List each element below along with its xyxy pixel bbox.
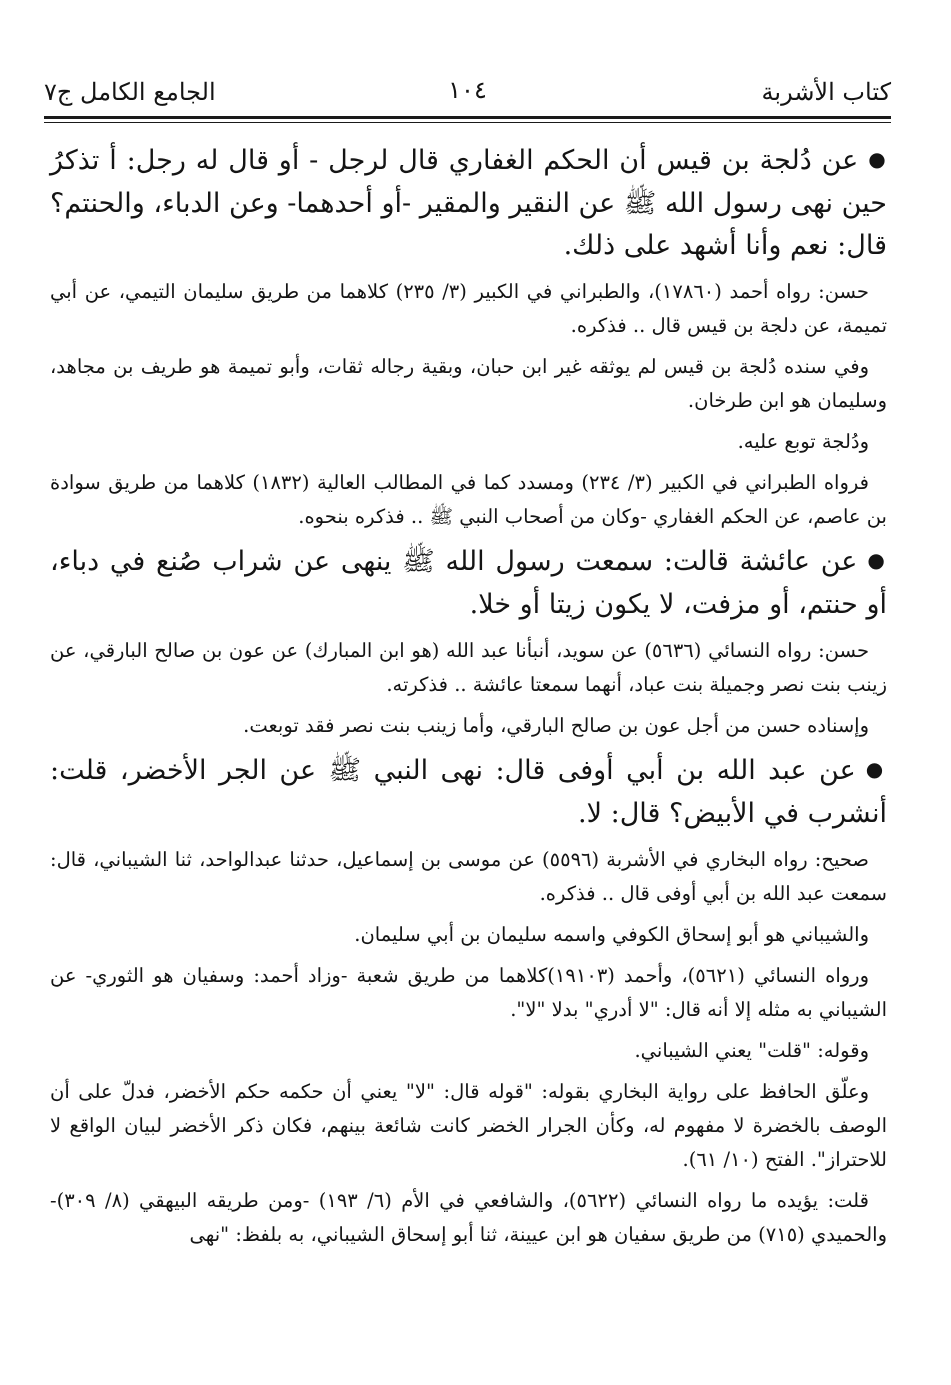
commentary-paragraph: وإسناده حسن من أجل عون بن صالح البارقي، وأما زينب بنت نصر فقد توبعت. (243, 714, 869, 737)
commentary-paragraph: وفي سنده دُلجة بن قيس لم يوثقه غير ابن حبان، وبقية رجاله ثقات، وأبو تميمة هو طريف بن مجاهد، وسليمان هو ابن طرخان. (50, 355, 887, 412)
commentary-paragraph: وعلّق الحافظ على رواية البخاري بقوله: "قوله قال: "لا" يعني أن حكمه حكم الأخضر، فدلّ على أن الوصف بالخضرة لا مفهوم له، وكأن الجرار الخضر كانت شائعة بينهم، فكان ذكر الأخضر لبيان الواقع لا للاحتراز". الفتح (١٠/ ٦١). (50, 1080, 887, 1171)
commentary-paragraph: ودُلجة توبع عليه. (737, 430, 869, 453)
commentary-paragraph: ورواه النسائي (٥٦٢١)، وأحمد (١٩١٠٣)كلاهما من طريق شعبة -وزاد أحمد: وسفيان هو الثوري- عن الشيباني به مثله إلا أنه قال: "لا أدري" بدلا "لا". (50, 964, 887, 1021)
hadith-paragraph: ●عن دُلجة بن قيس أن الحكم الغفاري قال لرجل - أو قال له رجل: أ تذكرُ حين نهى رسول الله ﷺ عن النقير والمقير -أو أحدهما- وعن الدباء، والحنتم؟ قال: نعم وأنا أشهد على ذلك. (50, 145, 887, 261)
commentary-paragraph: صحيح: رواه البخاري في الأشربة (٥٥٩٦) عن موسى بن إسماعيل، حدثنا عبدالواحد، ثنا الشيباني، قال: سمعت عبد الله بن أبي أوفى قال .. فذكره. (50, 848, 887, 905)
commentary-paragraph: والشيباني هو أبو إسحاق الكوفي واسمه سليمان بن أبي سليمان. (354, 923, 869, 946)
page-number: ١٠٤ (448, 76, 487, 104)
bullet-icon: ● (865, 757, 888, 781)
page-header (44, 72, 891, 112)
page-content (50, 140, 887, 1259)
commentary-paragraph: فرواه الطبراني في الكبير (٣/ ٢٣٤) ومسدد كما في المطالب العالية (١٨٣٢) كلاهما من طريق سوادة بن عاصم، عن الحكم الغفاري -وكان من أصحاب النبي ﷺ .. فذكره بنحوه. (50, 471, 887, 528)
hadith-paragraph: ●عن عائشة قالت: سمعت رسول الله ﷺ ينهى عن شراب صُنع في دباء، أو حنتم، أو مزفت، لا يكون زيتا أو خلا. (50, 546, 887, 620)
book-title: كتاب الأشربة (761, 78, 891, 106)
bullet-icon: ● (868, 147, 887, 171)
commentary-paragraph: حسن: رواه النسائي (٥٦٣٦) عن سويد، أنبأنا عبد الله (هو ابن المبارك) عن عون بن صالح البارقي، عن زينب بنت نصر وجميلة بنت عباد، أنهما سمعتا عائشة .. فذكرته. (50, 639, 887, 696)
commentary-paragraph: حسن: رواه أحمد (١٧٨٦٠)، والطبراني في الكبير (٣/ ٢٣٥) كلاهما من طريق سليمان التيمي، عن أبي تميمة، عن دلجة بن قيس قال .. فذكره. (50, 280, 887, 337)
commentary-paragraph: قلت: يؤيده ما رواه النسائي (٥٦٢٢)، والشافعي في الأم (٦/ ١٩٣) -ومن طريقه البيهقي (٨/ ٣٠٩)- والحميدي (٧١٥) من طريق سفيان هو ابن عيينة، ثنا أبو إسحاق الشيباني، به بلفظ: "نهى (50, 1189, 887, 1246)
header-rule-thick (44, 116, 891, 119)
collection-title: الجامع الكامل ج٧ (44, 78, 216, 106)
bullet-icon: ● (867, 548, 887, 572)
commentary-paragraph: وقوله: "قلت" يعني الشيباني. (634, 1039, 869, 1062)
header-rule-thin (44, 122, 891, 123)
hadith-paragraph: ●عن عبد الله بن أبي أوفى قال: نهى النبي ﷺ عن الجر الأخضر، قلت: أنشرب في الأبيض؟ قال: لا. (50, 755, 888, 829)
